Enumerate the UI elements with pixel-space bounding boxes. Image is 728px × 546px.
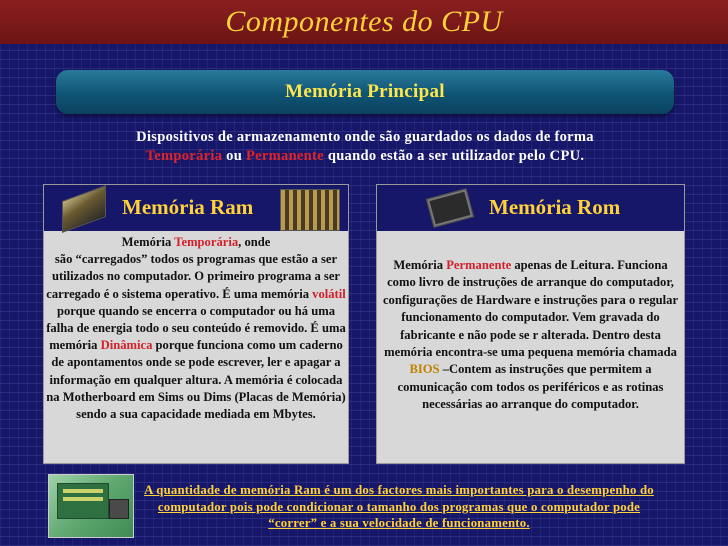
ram-text-3: são “carregados” todos os programas que estão a ser utilizados no computador. O primeiro programa a ser carregado é o sistema operativo. É uma memória [46,252,341,301]
ram-highlight-temporaria: Temporária [174,235,239,249]
ram-highlight-volatil: volátil [312,286,346,301]
rom-description [379,257,682,414]
ram-title: Memória Ram [122,195,254,219]
rom-chip-icon [426,188,474,228]
intro-text [60,128,670,166]
ram-module-icon [62,185,106,233]
rom-text-1: Memória [393,258,447,272]
rom-title: Memória Rom [489,195,621,219]
section-title: Memória Principal [285,81,445,102]
intro-rest: quando estão a ser utilizador pelo CPU. [323,148,585,164]
section-banner [56,70,674,114]
cpu-icon [109,499,129,519]
intro-permanente: Permanente [246,148,324,164]
rom-highlight-bios: BIOS [409,362,440,377]
ram-panel [43,184,349,464]
rom-text-3: –Contem as instruções que permitem a comunicação com todos os periféricos e as rotinas necessárias ao arranque do computador. [397,362,664,412]
ram-text-2: , onde [238,235,271,249]
ram-stick-icon [63,497,103,501]
ram-highlight-dinamica: Dinâmica [100,338,153,353]
intro-temporaria: Temporária [145,148,223,164]
ram-text-1: Memória [121,235,175,249]
title-bar [0,0,728,44]
ram-stick-icon [63,489,103,493]
ram-text-5: porque funciona como um caderno de apontamentos onde se pode escrever, ler e apagar a informação em qualquer altura. A memória é colocada na Motherboard em Sims ou Dims (Placas de Memória) sendo a sua capacidade mediada em Mbytes. [46,338,346,422]
ram-description [46,234,346,423]
intro-line1: Dispositivos de armazenamento onde são guardados os dados de forma [136,129,594,145]
motherboard-photo [48,474,134,538]
page-title: Componentes do CPU [225,5,503,38]
rom-panel [376,184,685,464]
rom-text-2: apenas de Leitura. Funciona como livro de instruções de arranque do computador, configurações de Hardware e instruções para o regular funcionamento do computador. Vem gravada do fabricante e não pode se r alterada. Dentro desta memória encontra-se uma pequena memória chamada [382,258,679,360]
ram-text-4: porque quando se encerra o computador ou há uma falha de energia todo o seu conteúdo é removido. É uma memória [46,303,346,353]
rom-highlight-permanente: Permanente [446,258,512,272]
bottom-note: A quantidade de memória Ram é um dos factores mais importantes para o desempenho do computador pois pode condicionar o tamanho dos programas que o computador pode “correr” e a sua velocidade de funcionamento. [144,483,654,530]
intro-ou: ou [222,148,247,164]
ram-panel-header [44,185,348,231]
rom-panel-header [377,185,684,231]
ram-slots-icon [280,189,340,231]
